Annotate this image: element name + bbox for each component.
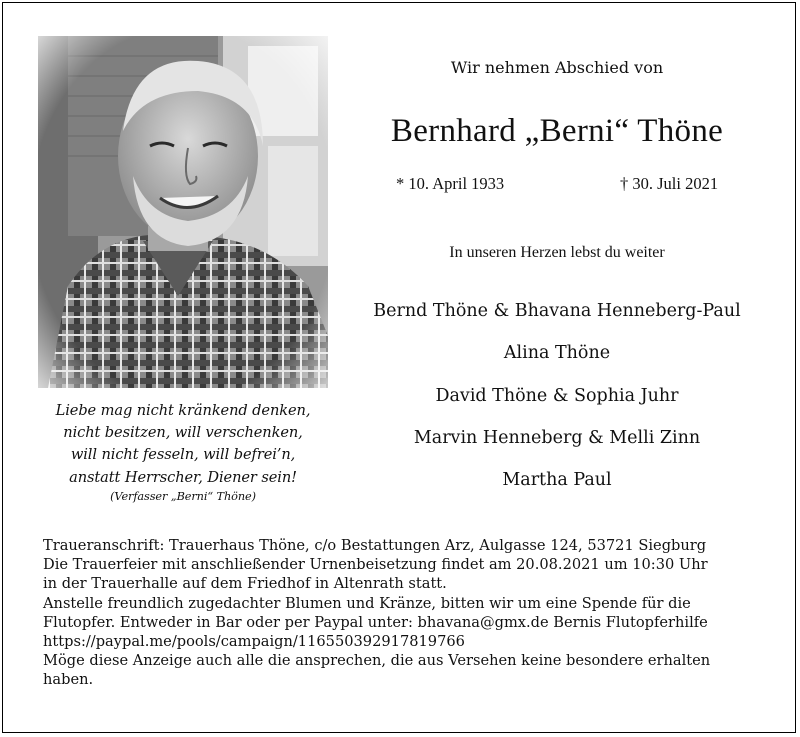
note-line: Anstelle freundlich zugedachter Blumen und Kränze, bitten wir um eine Spende für die [43,594,691,612]
note-line: haben. [43,671,94,689]
mourner-entry: Marvin Henneberg & Melli Zinn [413,427,701,448]
note-line: https://paypal.me/pools/campaign/116550392917819766 [43,633,465,651]
deceased-name: Bernhard „Berni“ Thöne [390,113,724,149]
note-line: Möge diese Anzeige auch alle die ansprechen, die aus Versehen keine besondere erhalten [43,652,711,670]
poem [30,400,336,505]
poem-line: will nicht fesseln, will befrei’n, [70,446,296,464]
note-line: Die Trauerfeier mit anschließender Urnenbeisetzung findet am 20.08.2021 um 10:30 Uhr [43,556,708,574]
note-line: in der Trauerhalle auf dem Friedhof in Altenrath statt. [43,575,447,593]
portrait-photo [38,36,328,388]
mourner-entry: Bernd Thöne & Bhavana Henneberg-Paul [373,301,741,321]
intro-text: Wir nehmen Abschied von [450,58,664,77]
mourner-entry: David Thöne & Sophia Juhr [435,385,679,406]
poem-line: nicht besitzen, will verschenken, [63,424,303,442]
note-line: Flutopfer. Entweder in Bar oder per Paypal unter: bhavana@gmx.de Bernis Flutopferhilfe [43,613,708,631]
note-line: Traueranschrift: Trauerhaus Thöne, c/o Bestattungen Arz, Aulgasse 124, 53721 Siegburg [43,537,707,554]
motto-text: In unseren Herzen lebst du weiter [449,244,665,261]
mourner-entry: Alina Thöne [503,343,611,364]
mourners-list [340,296,774,507]
poem-line: anstatt Herrscher, Diener sein! [69,468,297,486]
poem-line: Liebe mag nicht kränkend denken, [55,402,311,419]
funeral-notes [43,536,773,690]
mourner-entry: Martha Paul [502,470,612,491]
death-date: † 30. Juli 2021 [620,174,719,193]
poem-author: (Verfasser „Berni“ Thöne) [110,489,256,503]
birth-date: * 10. April 1933 [396,174,505,193]
